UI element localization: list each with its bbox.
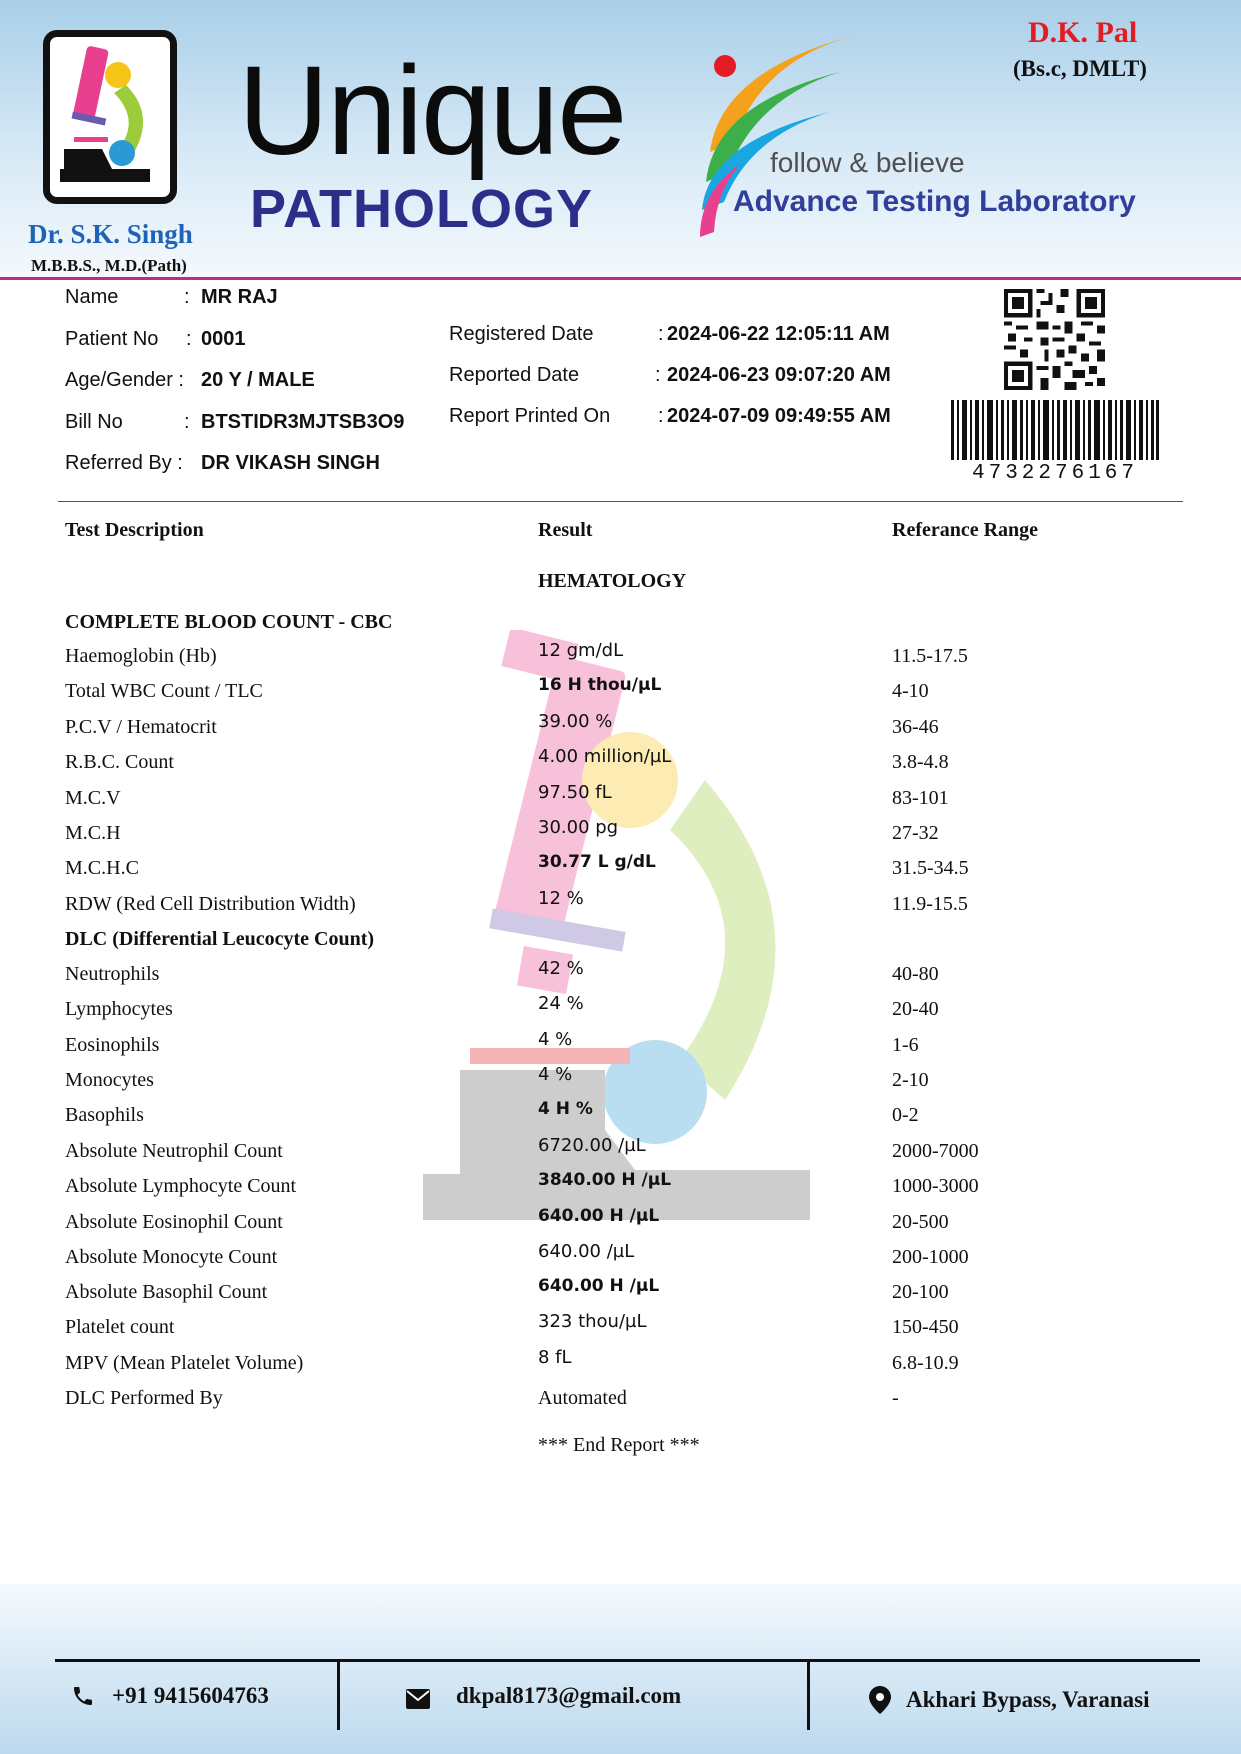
colon: :: [186, 328, 192, 350]
footer-phone: +91 9415604763: [112, 1683, 269, 1708]
column-header-result: Result: [538, 519, 593, 541]
barcode-number: 4732276167: [971, 462, 1139, 485]
end-report-marker: *** End Report ***: [538, 1434, 700, 1456]
footer-divider: [807, 1660, 810, 1730]
test-name: M.C.H.C: [65, 857, 139, 879]
table-row: [0, 888, 1241, 928]
reference-range: 40-80: [892, 963, 939, 985]
test-name: Platelet count: [65, 1316, 175, 1338]
name-value: MR RAJ: [201, 286, 278, 308]
reference-range: 11.5-17.5: [892, 645, 968, 667]
test-name: MPV (Mean Platelet Volume): [65, 1352, 304, 1374]
test-result: 8 fL: [538, 1347, 572, 1368]
age-gender-label: Age/Gender :: [65, 369, 184, 391]
phone-icon: [71, 1684, 95, 1708]
section-divider: [58, 501, 1183, 502]
name-label: Name: [65, 286, 119, 308]
reference-range: 2000-7000: [892, 1140, 979, 1162]
table-row: [0, 1347, 1241, 1387]
reference-range: 27-32: [892, 822, 939, 844]
location-pin-icon: [869, 1686, 891, 1714]
test-result: 30.00 pg: [538, 817, 619, 838]
test-name: Neutrophils: [65, 963, 160, 985]
reference-range: 31.5-34.5: [892, 857, 969, 879]
test-name: DLC Performed By: [65, 1387, 223, 1409]
reference-range: 150-450: [892, 1316, 959, 1338]
test-group-title: COMPLETE BLOOD COUNT - CBC: [65, 611, 393, 633]
test-group-title: DLC (Differential Leucocyte Count): [65, 928, 375, 950]
test-name: Lymphocytes: [65, 998, 173, 1020]
table-row: [0, 1099, 1241, 1139]
test-result-flagged: 640.00 H /µL: [538, 1276, 660, 1296]
test-result-flagged: 4 H %: [538, 1099, 593, 1119]
test-name: Absolute Monocyte Count: [65, 1246, 278, 1268]
reference-range: 11.9-15.5: [892, 893, 968, 915]
test-result: 640.00 /µL: [538, 1241, 635, 1262]
test-result-flagged: 30.77 L g/dL: [538, 852, 656, 872]
test-name: P.C.V / Hematocrit: [65, 716, 217, 738]
email-icon: [406, 1689, 430, 1709]
microscope-logo: [43, 30, 177, 204]
test-result: 42 %: [538, 958, 584, 979]
printed-date-label: Report Printed On: [449, 405, 611, 427]
table-row: [0, 1311, 1241, 1351]
colon: :: [655, 364, 661, 386]
table-row: [0, 1170, 1241, 1210]
reference-range: 1-6: [892, 1034, 919, 1056]
colon: :: [184, 411, 190, 433]
doctor-qualification: M.B.B.S., M.D.(Path): [31, 256, 187, 275]
test-name: Basophils: [65, 1104, 144, 1126]
table-row: [0, 675, 1241, 715]
technician-name: D.K. Pal: [1028, 16, 1138, 49]
colon: :: [184, 286, 190, 308]
test-result: 4 %: [538, 1029, 573, 1050]
reference-range: 4-10: [892, 680, 929, 702]
header-rule: [0, 277, 1241, 280]
technician-qualification: (Bs.c, DMLT): [1013, 56, 1147, 81]
brand-subtitle: PATHOLOGY: [250, 179, 593, 239]
doctor-name: Dr. S.K. Singh: [28, 219, 193, 249]
table-row: [0, 958, 1241, 998]
referred-by-value: DR VIKASH SINGH: [201, 452, 380, 474]
printed-date-value: 2024-07-09 09:49:55 AM: [667, 405, 891, 427]
test-name: Eosinophils: [65, 1034, 160, 1056]
table-row: [0, 746, 1241, 786]
reported-date-value: 2024-06-23 09:07:20 AM: [667, 364, 891, 386]
reference-range: -: [892, 1387, 899, 1409]
reference-range: 2-10: [892, 1069, 929, 1091]
table-row: [0, 1387, 1241, 1422]
footer-rule: [55, 1659, 1200, 1662]
test-result: 24 %: [538, 993, 584, 1014]
reference-range: 36-46: [892, 716, 939, 738]
colon: :: [658, 323, 664, 345]
reference-range: 200-1000: [892, 1246, 969, 1268]
test-result: 4.00 million/µL: [538, 746, 672, 767]
test-result-flagged: 16 H thou/µL: [538, 675, 662, 695]
test-name: Absolute Lymphocyte Count: [65, 1175, 297, 1197]
test-name: M.C.H: [65, 822, 121, 844]
brand-title: Unique: [238, 40, 626, 181]
reference-range: 0-2: [892, 1104, 919, 1126]
lab-name: Advance Testing Laboratory: [733, 185, 1136, 218]
test-result: 12 gm/dL: [538, 640, 624, 661]
registered-date-value: 2024-06-22 12:05:11 AM: [667, 323, 890, 345]
reference-range: 20-100: [892, 1281, 949, 1303]
test-name: Absolute Neutrophil Count: [65, 1140, 283, 1162]
table-row: [0, 993, 1241, 1033]
test-name: M.C.V: [65, 787, 121, 809]
test-name: Monocytes: [65, 1069, 154, 1091]
test-result-flagged: 3840.00 H /µL: [538, 1170, 672, 1190]
reported-date-label: Reported Date: [449, 364, 580, 386]
test-result: Automated: [538, 1387, 627, 1409]
footer-address: Akhari Bypass, Varanasi: [906, 1687, 1150, 1712]
table-row: [0, 1064, 1241, 1104]
reference-range: 1000-3000: [892, 1175, 979, 1197]
patient-no-value: 0001: [201, 328, 246, 350]
qr-code: [1004, 289, 1105, 390]
test-result: 39.00 %: [538, 711, 613, 732]
referred-by-label: Referred By :: [65, 452, 183, 474]
reference-range: 3.8-4.8: [892, 751, 949, 773]
bill-no-label: Bill No: [65, 411, 123, 433]
reference-range: 20-500: [892, 1211, 949, 1233]
test-name: R.B.C. Count: [65, 751, 174, 773]
footer-email: dkpal8173@gmail.com: [456, 1683, 682, 1708]
table-row: [0, 928, 1241, 963]
test-result: 6720.00 /µL: [538, 1135, 646, 1156]
test-name: RDW (Red Cell Distribution Width): [65, 893, 356, 915]
report-footer: [0, 1584, 1241, 1754]
test-result: 97.50 fL: [538, 782, 612, 803]
section-heading: HEMATOLOGY: [538, 570, 687, 592]
bill-no-value: BTSTIDR3MJTSB3O9: [201, 411, 405, 433]
reference-range: 20-40: [892, 998, 939, 1020]
table-row: [0, 1029, 1241, 1069]
table-row: [0, 852, 1241, 892]
colon: :: [658, 405, 664, 427]
test-name: Absolute Eosinophil Count: [65, 1211, 283, 1233]
patient-no-label: Patient No: [65, 328, 159, 350]
test-name: Absolute Basophil Count: [65, 1281, 268, 1303]
registered-date-label: Registered Date: [449, 323, 594, 345]
test-name: Haemoglobin (Hb): [65, 645, 217, 667]
reference-range: 83-101: [892, 787, 949, 809]
age-gender-value: 20 Y / MALE: [201, 369, 315, 391]
lab-tagline: follow & believe: [770, 147, 965, 178]
test-result: 4 %: [538, 1064, 573, 1085]
test-result-flagged: 640.00 H /µL: [538, 1206, 660, 1226]
barcode: [951, 400, 1159, 460]
table-row: [0, 782, 1241, 822]
column-header-test: Test Description: [65, 519, 204, 541]
column-header-range: Referance Range: [892, 519, 1039, 541]
test-result: 323 thou/µL: [538, 1311, 647, 1332]
footer-divider: [337, 1660, 340, 1730]
reference-range: 6.8-10.9: [892, 1352, 959, 1374]
test-name: Total WBC Count / TLC: [65, 680, 263, 702]
test-result: 12 %: [538, 888, 584, 909]
